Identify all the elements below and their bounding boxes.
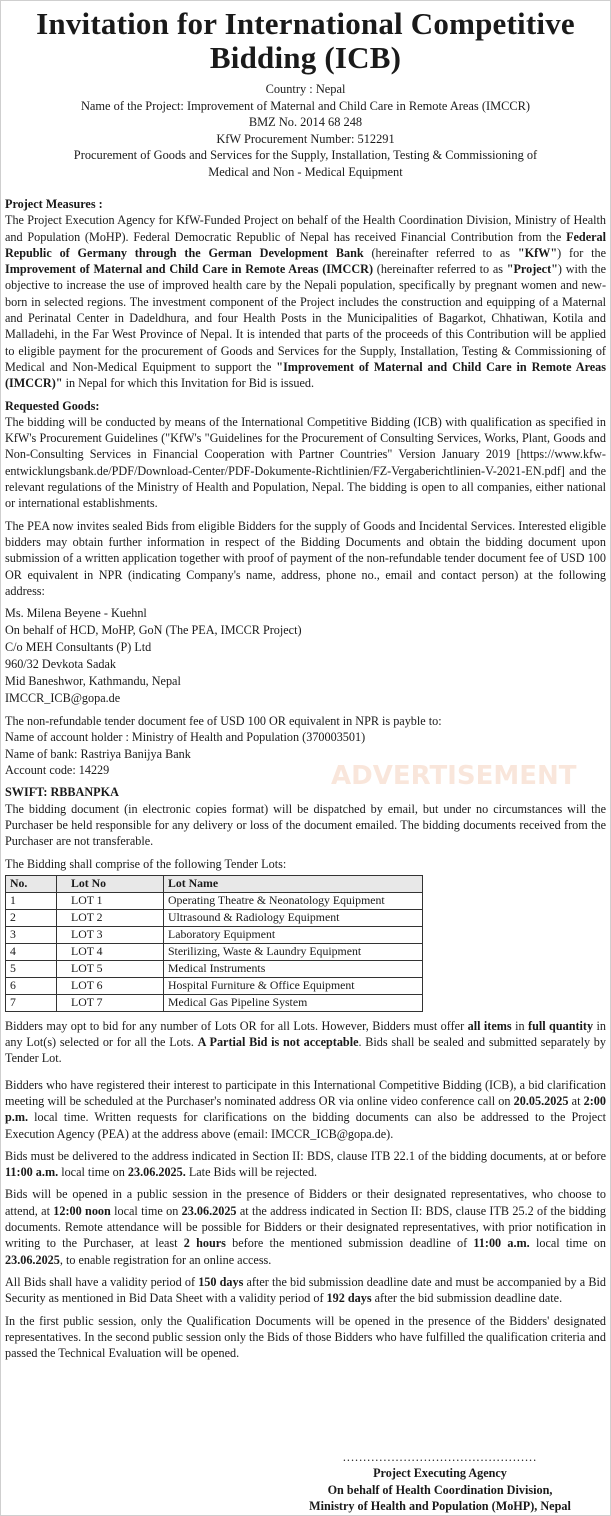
lot-no: 6 <box>6 977 57 994</box>
measures-text-1: The Project Execution Agency for KfW-Funded Project on behalf of the Health Coordination Division, Ministry of Health and Population (MoHP). Federal Democratic Republic of Nepal has received Financial Contribution from the <box>5 213 606 244</box>
signatory-line: On behalf of Health Coordination Division, <box>327 1482 553 1497</box>
bank-line: Name of bank: Rastriya Banijya Bank <box>5 746 191 761</box>
account-code-line: Account code: 14229 <box>5 763 110 778</box>
opening-bold: 12:00 noon <box>53 1203 111 1218</box>
table-row <box>6 892 423 909</box>
lot-no: 3 <box>6 926 57 943</box>
opening-bold: 23.06.2025 <box>5 1252 60 1267</box>
lot-no: 2 <box>6 909 57 926</box>
validity-text: after the bid submission deadline date. <box>371 1291 563 1306</box>
lots-note-paragraph <box>5 1018 606 1067</box>
meeting-text: local time. Written requests for clarifications on the bidding documents can also be addressed to the Project Execution Agency (PEA) at the address above (email: IMCCR_ICB@gopa.de). <box>5 1110 606 1141</box>
validity-text: All Bids shall have a validity period of <box>5 1274 199 1289</box>
opening-paragraph <box>5 1186 606 1267</box>
table-row <box>6 977 423 994</box>
lot-name: Operating Theatre & Neonatology Equipment <box>164 892 423 909</box>
meeting-text: at <box>568 1093 584 1108</box>
table-row <box>6 926 423 943</box>
col-no-header: No. <box>6 875 57 892</box>
lot-no: 1 <box>6 892 57 909</box>
deadline-date: 23.06.2025. <box>127 1165 186 1180</box>
signature-dots: ................................................ <box>342 1450 538 1464</box>
validity-text: after the bid submission deadline date and must be accompanied by a Bid Security as mentioned in Bid Data Sheet with a validity period of <box>5 1274 606 1306</box>
measures-text-4: (hereinafter referred to as <box>373 262 507 277</box>
fee-line: The non-refundable tender document fee of USD 100 OR equivalent in NPR is payble to: <box>5 714 442 729</box>
opening-text: at the address indicated in Section II: BDS, clause ITB 25.2 of the bidding documents. Remote attendance will be possible for Bidders or their designated representatives, with prior notification in writing to the Purchaser, at least <box>5 1203 606 1251</box>
watermark-logo: ADVERTISEMENT <box>331 761 577 791</box>
table-header-row <box>6 875 423 892</box>
note-text: . Bids shall be sealed and submitted separately by Tender Lot. <box>5 1035 606 1066</box>
contact-email: IMCCR_ICB@gopa.de <box>5 691 121 706</box>
measures-bold-3: Improvement of Maternal and Child Care in Remote Areas (IMCCR) <box>5 262 374 277</box>
project-header <box>1 81 610 181</box>
opening-text: local time on <box>110 1203 182 1218</box>
opening-text: local time on <box>529 1236 606 1251</box>
col-name-header: Lot Name <box>164 875 423 892</box>
signatory-line: Project Executing Agency <box>373 1466 507 1481</box>
opening-text: before the mentioned submission deadline of <box>225 1236 474 1251</box>
tender-lots-table <box>5 875 423 1012</box>
lot-no: 7 <box>6 994 57 1011</box>
lots-intro: The Bidding shall comprise of the following Tender Lots: <box>5 856 287 871</box>
measures-text-6: in Nepal for which this Invitation for Bid is issued. <box>62 376 315 391</box>
measures-heading: Project Measures : <box>5 197 103 211</box>
deadline-text: Bids must be delivered to the address indicated in Section II: BDS, clause ITB 22.1 of the bidding documents, at or before <box>5 1148 606 1163</box>
opening-text: , to enable registration for an online access. <box>59 1252 272 1267</box>
contact-address <box>5 605 606 707</box>
meeting-text: Bidders who have registered their interest to participate in this International Competitive Bidding (ICB), a bid clarification meeting will be scheduled at the Purchaser's nominated address OR via online video conference call on <box>5 1077 606 1108</box>
measures-bold-2: "KfW" <box>517 245 558 260</box>
lot-name: Laboratory Equipment <box>164 926 423 943</box>
notice-title: Invitation for International Competitive Bidding (ICB) <box>36 6 575 75</box>
measures-bold-1: Federal Republic of Germany through the German Development Bank <box>5 229 606 260</box>
opening-text: Bids will be opened in a public session in the presence of Bidders or their designated representatives, who choose to attend, at <box>5 1187 606 1218</box>
session-paragraph: In the first public session, only the Qualification Documents will be opened in the presence of the Bidders' designated representatives. In the second public session only the Bids of those Bidders who have fulfilled the qualification criteria and passed the Technical Evaluation will be opened. <box>5 1313 606 1361</box>
address-line: Ms. Milena Beyene - Kuehnl <box>5 606 147 621</box>
measures-paragraph <box>5 212 606 391</box>
meeting-paragraph <box>5 1077 606 1142</box>
opening-bold: 2 hours <box>183 1236 226 1251</box>
swift-heading: SWIFT: RBBANPKA <box>5 785 119 800</box>
lot-id: LOT 5 <box>57 960 164 977</box>
table-row <box>6 943 423 960</box>
deadline-time: 11:00 a.m. <box>5 1165 59 1180</box>
goods-heading: Requested Goods: <box>5 398 100 413</box>
measures-bold-5: "Improvement of Maternal and Child Care in Remote Areas (IMCCR)" <box>5 359 607 391</box>
measures-text-3: ) for the <box>557 245 606 260</box>
lot-name: Medical Instruments <box>164 960 423 977</box>
note-text: in any Lot(s) selected or for all the Lots. <box>5 1018 607 1050</box>
swift-paragraph: The bidding document (in electronic copies format) will be dispatched by email, but under no circumstances will the Purchaser be held responsible for any delivery or loss of the document emailed. The bidding documents received from the Purchaser are not transferable. <box>5 801 606 849</box>
deadline-text: local time on <box>58 1165 128 1180</box>
note-text: in <box>511 1018 529 1033</box>
signatory-line: Ministry of Health and Population (MoHP), Nepal <box>309 1499 571 1514</box>
table-row <box>6 994 423 1011</box>
lot-id: LOT 6 <box>57 977 164 994</box>
table-row <box>6 909 423 926</box>
goods-paragraph: The bidding will be conducted by means of the International Competitive Bidding (ICB) with qualification as specified in KfW's Procurement Guidelines ("KfW's "Guidelines for the Procurement of Consulting Services, Works, Plant, Goods and Non-Consulting Services in Financial Cooperation with Partner Countries" Version January 2019 [https://www.kfw-entwicklungsbank.de/PDF/Download-Center/PDF-Dokumente-Richtlinien/FZ-Vergaberichtlinien-V-2021-EN.pdf] and the relevant regulations of the Ministry of Health and Population, Nepal. The bidding is open to all companies, either national or international establishments. <box>5 414 606 511</box>
bmz-line: BMZ No. 2014 68 248 <box>248 115 363 130</box>
address-line: C/o MEH Consultants (P) Ltd <box>5 640 152 655</box>
lot-id: LOT 1 <box>57 892 164 909</box>
address-line: 960/32 Devkota Sadak <box>5 657 117 672</box>
note-text: Bidders may opt to bid for any number of Lots OR for all Lots. However, Bidders must offer <box>5 1018 468 1033</box>
validity-bold: 192 days <box>326 1291 372 1306</box>
lot-name: Hospital Furniture & Office Equipment <box>164 977 423 994</box>
lot-id: LOT 4 <box>57 943 164 960</box>
col-lot-header: Lot No <box>57 875 164 892</box>
lot-id: LOT 7 <box>57 994 164 1011</box>
kfw-line: KfW Procurement Number: 512291 <box>216 131 395 146</box>
lot-id: LOT 2 <box>57 909 164 926</box>
validity-paragraph <box>5 1274 606 1307</box>
opening-bold: 11:00 a.m. <box>473 1236 530 1251</box>
meeting-date: 20.05.2025 <box>513 1093 569 1108</box>
meeting-time: 2:00 p.m. <box>5 1093 606 1125</box>
measures-bold-4: "Project" <box>506 262 558 277</box>
measures-text-2: (hereinafter referred to as <box>363 245 518 260</box>
address-line: On behalf of HCD, MoHP, GoN (The PEA, IMCCR Project) <box>5 623 302 638</box>
lot-no: 4 <box>6 943 57 960</box>
lot-name: Ultrasound & Radiology Equipment <box>164 909 423 926</box>
note-bold: A Partial Bid is not acceptable <box>197 1035 359 1050</box>
table-row <box>6 960 423 977</box>
account-holder-line: Name of account holder : Ministry of Health and Population (370003501) <box>5 730 366 745</box>
validity-bold: 150 days <box>198 1274 244 1289</box>
deadline-text: Late Bids will be rejected. <box>185 1165 318 1180</box>
country-line: Country : Nepal <box>265 82 346 96</box>
opening-bold: 23.06.2025 <box>181 1203 237 1218</box>
invite-paragraph: The PEA now invites sealed Bids from eligible Bidders for the supply of Goods and Incidental Services. Interested eligible bidders may obtain further information in respect of the Bidding Documents and obtain the bidding document upon submission of a written application together with proof of payment of the non-refundable tender document fee of USD 100 OR equivalent in NPR (indicating Company's name, address, phone no., email and contact person) at the following address: <box>5 518 606 598</box>
lot-no: 5 <box>6 960 57 977</box>
address-line: Mid Baneshwor, Kathmandu, Nepal <box>5 674 181 689</box>
deadline-paragraph <box>5 1148 606 1181</box>
note-bold: full quantity <box>528 1018 594 1033</box>
note-bold: all items <box>467 1018 512 1033</box>
project-name-line: Name of the Project: Improvement of Maternal and Child Care in Remote Areas (IMCCR) <box>80 98 531 113</box>
lot-id: LOT 3 <box>57 926 164 943</box>
lot-name: Medical Gas Pipeline System <box>164 994 423 1011</box>
lot-name: Sterilizing, Waste & Laundry Equipment <box>164 943 423 960</box>
procurement-line-1: Procurement of Goods and Services for the Supply, Installation, Testing & Commissioning of <box>73 148 538 163</box>
signature-block <box>290 1449 590 1515</box>
measures-text-5: ) with the objective to increase the use of improved health care by the Nepali population, specifically by pregnant women and new-born in selected regions. The investment component of the Project includes the construction and equipping of a Maternal and Perinatal Center in Dadeldhura, and four Health Posts in the Municipalities of Bagarkot, Chhatiwan, Kotila and Malladehi, in the Far West Province of Nepal. It is intended that parts of the proceeds of this Contribution will be applied to eligible payment for the procurement of Goods and Services for the Supply, Installation, Testing & Commissioning of Medical and Non-Medical Equipment to support the <box>5 262 606 374</box>
procurement-line-2: Medical and Non - Medical Equipment <box>208 164 403 179</box>
